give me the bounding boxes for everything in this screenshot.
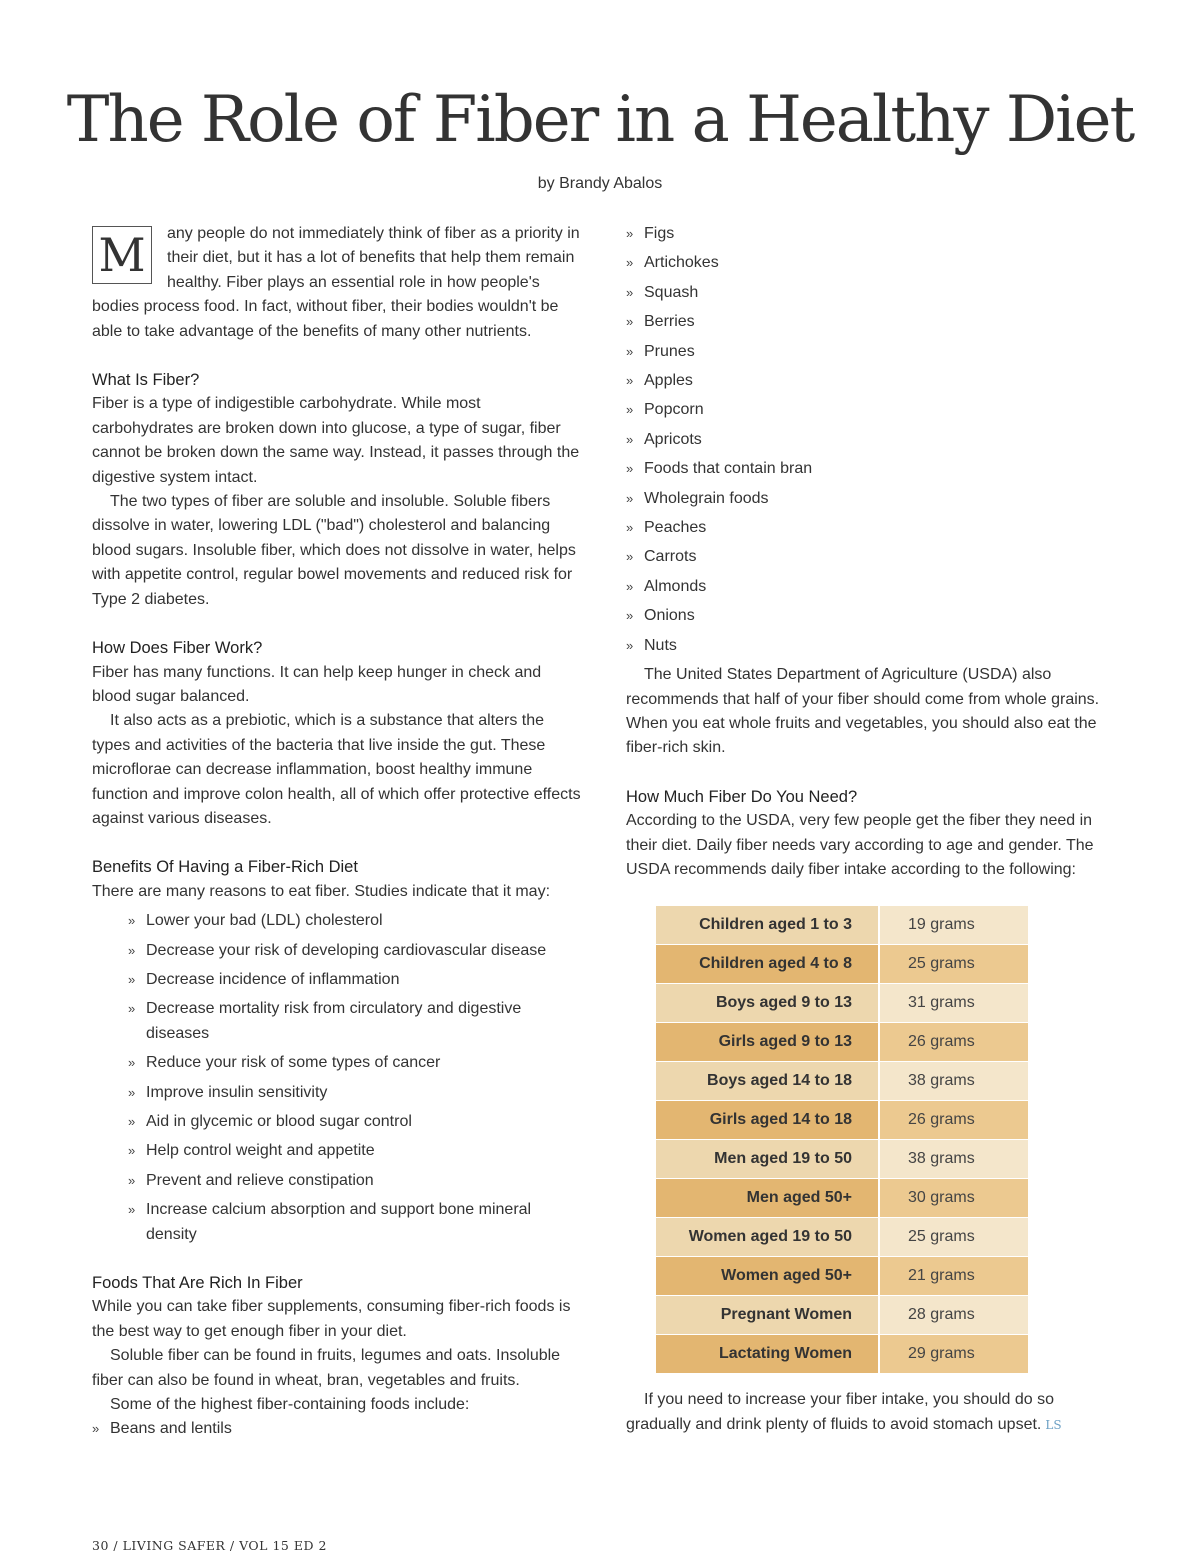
amount-cell: 29 grams xyxy=(879,1335,1028,1374)
section-heading-fiber-rich-foods: Foods That Are Rich In Fiber xyxy=(92,1274,303,1293)
bullet-icon: » xyxy=(626,226,634,241)
bullet-icon: » xyxy=(128,1202,136,1218)
list-item xyxy=(128,1051,582,1075)
amount-cell: 26 grams xyxy=(879,1023,1028,1062)
bullet-icon: » xyxy=(92,1421,100,1437)
group-cell: Men aged 19 to 50 xyxy=(656,1140,879,1179)
paragraph: Fiber has many functions. It can help keep hunger in check and blood sugar balanced. xyxy=(92,663,542,705)
amount-cell: 38 grams xyxy=(879,1140,1028,1179)
closing-paragraph xyxy=(626,1388,1116,1437)
bullet-icon: » xyxy=(128,1084,136,1100)
list-item-text: Apricots xyxy=(644,430,702,448)
list-item xyxy=(626,340,1116,364)
section-heading-how-fiber-works: How Does Fiber Work? xyxy=(92,639,263,658)
amount-cell: 38 grams xyxy=(879,1062,1028,1101)
page-footer: 30 / LIVING SAFER / VOL 15 ED 2 xyxy=(92,1538,327,1553)
bullet-icon: » xyxy=(128,1001,136,1017)
list-item-text: Foods that contain bran xyxy=(644,460,813,478)
bullet-icon: » xyxy=(128,971,136,987)
bullet-icon: » xyxy=(626,490,634,506)
amount-cell: 26 grams xyxy=(879,1101,1028,1140)
right-column xyxy=(626,222,1116,1437)
paragraph: Some of the highest fiber-containing foods include: xyxy=(110,1396,470,1414)
left-column xyxy=(92,222,582,1447)
list-item-text: Prunes xyxy=(644,342,695,360)
table-row xyxy=(656,1296,1028,1335)
group-cell: Women aged 19 to 50 xyxy=(656,1218,879,1257)
list-item xyxy=(626,398,1116,422)
group-cell: Men aged 50+ xyxy=(656,1179,879,1218)
group-cell: Boys aged 9 to 13 xyxy=(656,984,879,1023)
table-row xyxy=(656,906,1028,945)
list-item-text: Decrease mortality risk from circulatory and digestive diseases xyxy=(146,1000,522,1042)
section-heading-what-is-fiber: What Is Fiber? xyxy=(92,371,200,390)
group-cell: Girls aged 14 to 18 xyxy=(656,1101,879,1140)
group-cell: Children aged 4 to 8 xyxy=(656,945,879,984)
list-item-text: Berries xyxy=(644,313,695,331)
list-item-text: Lower your bad (LDL) cholesterol xyxy=(146,912,383,930)
paragraph: According to the USDA, very few people get the fiber they need in their diet. Daily fiber needs vary according to age and gender. The USDA recommends daily fiber intake according to the following: xyxy=(626,812,1094,878)
paragraph: The United States Department of Agriculture (USDA) also recommends that half of your fiber should come from whole grains. When you eat whole fruits and vegetables, you should also eat the fiber-rich skin. xyxy=(626,666,1100,757)
table-row xyxy=(656,1140,1028,1179)
group-cell: Boys aged 14 to 18 xyxy=(656,1062,879,1101)
list-item-text: Improve insulin sensitivity xyxy=(146,1083,328,1101)
paragraph: Soluble fiber can be found in fruits, legumes and oats. Insoluble fiber can also be found in wheat, bran, vegetables and fruits. xyxy=(92,1347,561,1389)
bullet-icon: » xyxy=(626,255,634,271)
bullet-icon: » xyxy=(626,343,634,359)
bullet-icon: » xyxy=(626,314,634,330)
list-item-text: Prevent and relieve constipation xyxy=(146,1171,374,1189)
bullet-icon: » xyxy=(626,431,634,447)
list-item-text: Artichokes xyxy=(644,254,719,272)
bullet-icon: » xyxy=(626,549,634,565)
intro-paragraph: any people do not immediately think of fiber as a priority in their diet, but it has a lot of benefits that help them remain healthy. Fiber plays an essential role in how people's bodies process food. In fact, without fiber, their bodies wouldn't be able to take advantage of the benefits of many other nutrients. xyxy=(92,225,580,340)
list-item-text: Decrease your risk of developing cardiovascular disease xyxy=(146,941,547,959)
fiber-intake-table xyxy=(656,906,1028,1374)
table-row xyxy=(656,984,1028,1023)
list-item xyxy=(626,369,1116,393)
paragraph: It also acts as a prebiotic, which is a substance that alters the types and activities of the bacteria that live inside the gut. These microflorae can decrease inflammation, boost healthy immune function and improve colon health, all of which offer protective effects against various diseases. xyxy=(92,712,581,827)
amount-cell: 25 grams xyxy=(879,945,1028,984)
amount-cell: 31 grams xyxy=(879,984,1028,1023)
drop-cap: M xyxy=(92,226,152,284)
list-item xyxy=(128,909,582,933)
benefits-list xyxy=(128,909,582,1247)
list-item-text: Decrease incidence of inflammation xyxy=(146,970,400,988)
group-cell: Girls aged 9 to 13 xyxy=(656,1023,879,1062)
list-item xyxy=(626,575,1116,599)
list-item xyxy=(626,516,1116,540)
section-heading-benefits: Benefits Of Having a Fiber-Rich Diet xyxy=(92,858,358,877)
amount-cell: 21 grams xyxy=(879,1257,1028,1296)
list-item xyxy=(626,545,1116,569)
table-row xyxy=(656,1257,1028,1296)
bullet-icon: » xyxy=(128,942,136,958)
bullet-icon: » xyxy=(128,1114,136,1129)
list-item-text: Squash xyxy=(644,283,699,301)
section-heading-how-much-fiber: How Much Fiber Do You Need? xyxy=(626,787,858,806)
bullet-icon: » xyxy=(626,608,634,624)
group-cell: Pregnant Women xyxy=(656,1296,879,1335)
amount-cell: 28 grams xyxy=(879,1296,1028,1335)
list-item xyxy=(128,1169,582,1193)
list-item xyxy=(128,1198,582,1247)
list-item xyxy=(128,1139,582,1163)
table-row xyxy=(656,1062,1028,1101)
list-item xyxy=(626,457,1116,481)
article-title: The Role of Fiber in a Healthy Diet xyxy=(66,83,1134,157)
bullet-icon: » xyxy=(128,1055,136,1071)
bullet-icon: » xyxy=(626,461,634,477)
list-item-text: Reduce your risk of some types of cancer xyxy=(146,1054,441,1072)
list-item-text: Onions xyxy=(644,607,695,625)
list-item-text: Increase calcium absorption and support bone mineral density xyxy=(146,1201,532,1243)
bullet-icon: » xyxy=(626,578,634,594)
list-item-text: Peaches xyxy=(644,519,707,537)
group-cell: Women aged 50+ xyxy=(656,1257,879,1296)
list-item xyxy=(626,487,1116,511)
table-row xyxy=(656,1101,1028,1140)
list-item-text: Apples xyxy=(644,372,693,390)
list-item-text: Help control weight and appetite xyxy=(146,1142,375,1160)
list-item xyxy=(626,634,1116,658)
amount-cell: 25 grams xyxy=(879,1218,1028,1257)
foods-list-part-1 xyxy=(92,1417,582,1441)
bullet-icon: » xyxy=(626,402,634,418)
closing-text: If you need to increase your fiber intake, you should do so gradually and drink plenty of fluids to avoid stomach upset. xyxy=(626,1391,1055,1433)
bullet-icon: » xyxy=(128,1172,136,1188)
list-item-text: Aid in glycemic or blood sugar control xyxy=(146,1113,412,1130)
list-item-text: Popcorn xyxy=(644,401,704,419)
table-row xyxy=(656,1335,1028,1374)
list-item-text: Almonds xyxy=(644,577,707,595)
list-item-text: Nuts xyxy=(644,636,677,654)
end-mark: LS xyxy=(1045,1417,1062,1432)
list-item-text: Carrots xyxy=(644,548,697,566)
list-item xyxy=(626,222,1116,246)
byline: by Brandy Abalos xyxy=(537,175,663,192)
list-item xyxy=(128,1081,582,1105)
list-item xyxy=(626,428,1116,452)
list-item xyxy=(128,1110,582,1134)
list-item-text: Beans and lentils xyxy=(110,1420,232,1438)
list-item xyxy=(626,604,1116,628)
list-item xyxy=(128,968,582,992)
list-item xyxy=(626,251,1116,275)
bullet-icon: » xyxy=(128,1143,136,1159)
list-item xyxy=(626,281,1116,305)
group-cell: Lactating Women xyxy=(656,1335,879,1374)
bullet-icon: » xyxy=(626,373,634,389)
bullet-icon: » xyxy=(128,913,136,929)
paragraph: While you can take fiber supplements, consuming fiber-rich foods is the best way to get enough fiber in your diet. xyxy=(92,1298,571,1340)
paragraph: The two types of fiber are soluble and insoluble. Soluble fibers dissolve in water, lowering LDL ("bad") cholesterol and balancing blood sugars. Insoluble fiber, which does not dissolve in water, helps with appetite control, regular bowel movements and reduced risk for Type 2 diabetes. xyxy=(92,493,576,608)
table-row xyxy=(656,1218,1028,1257)
foods-list-part-2 xyxy=(626,222,1116,658)
list-item xyxy=(92,1417,582,1441)
table-row xyxy=(656,1179,1028,1218)
list-item-text: Wholegrain foods xyxy=(644,489,769,507)
group-cell: Children aged 1 to 3 xyxy=(656,906,879,945)
paragraph: Fiber is a type of indigestible carbohydrate. While most carbohydrates are broken down into glucose, a type of sugar, fiber cannot be broken down the same way. Instead, it passes through the digestive system intact. xyxy=(92,395,580,486)
bullet-icon: » xyxy=(626,520,634,536)
paragraph: There are many reasons to eat fiber. Studies indicate that it may: xyxy=(92,882,551,900)
list-item-text: Figs xyxy=(644,225,675,242)
table-row xyxy=(656,1023,1028,1062)
list-item xyxy=(626,310,1116,334)
table-row xyxy=(656,945,1028,984)
amount-cell: 30 grams xyxy=(879,1179,1028,1218)
bullet-icon: » xyxy=(626,637,634,653)
list-item xyxy=(128,939,582,963)
list-item xyxy=(128,997,582,1046)
amount-cell: 19 grams xyxy=(879,906,1028,945)
bullet-icon: » xyxy=(626,284,634,300)
